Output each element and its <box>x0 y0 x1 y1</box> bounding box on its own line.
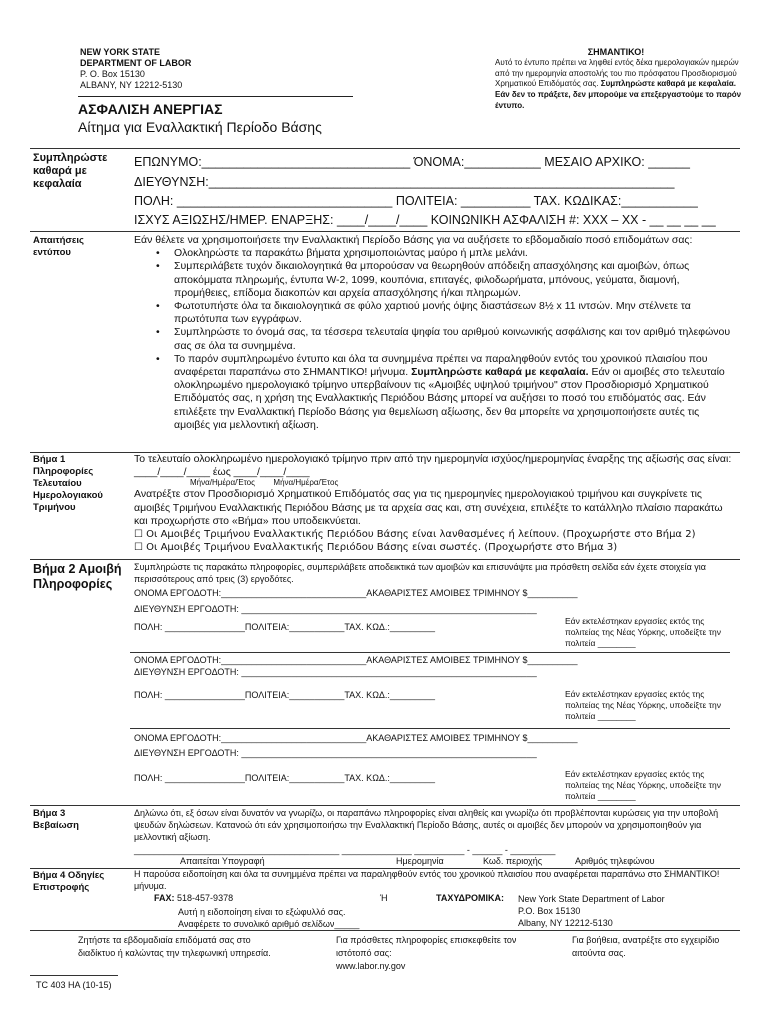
employer2-name-line[interactable]: ΟΝΟΜΑ ΕΡΓΟΔΟΤΗ:_____________________________ΑΚΑΘΑΡΙΣΤΕΣ ΑΜΟΙΒΕΣ ΤΡΙΜΗΝΟΥ $__________ <box>134 655 578 665</box>
footer-website-link[interactable]: www.labor.ny.gov <box>336 961 406 971</box>
agency-city: ALBANY, NY 12212-5130 <box>80 80 183 90</box>
date-hint-to: Μήνα/Ημέρα/Έτος <box>273 478 339 488</box>
step2-label: Βήμα 2 Αμοιβή Πληροφορίες <box>33 562 122 591</box>
employer2-out-of-state-note[interactable]: Εάν εκτελέστηκαν εργασίες εκτός της πολιτείας της Νέας Υόρκης, υποδείξτε την πολιτεία ________ <box>565 689 721 721</box>
section-divider <box>30 148 740 149</box>
step1-instructions: Ανατρέξτε στον Προσδιορισμό Χρηματικού Επιδόματός σας για τις ημερομηνίες ημερολογιακού τριμήνου και συγκρίνετε τις αμοιβές Τριμήνου Εναλλακτικής Περιόδου Βάσης με τα αρχεία σας και, στη συνέχεια, επιλέξτε το κατάλληλο πλαίσιο παρακάτω και προχωρήστε στο «Βήμα» που υποδεικνύεται. <box>134 488 723 527</box>
list-item: • Ολοκληρώστε τα παρακάτω βήματα χρησιμοποιώντας μαύρο ή μπλε μελάνι. <box>174 247 734 260</box>
fax-notes <box>178 906 359 930</box>
date-label: Ημερομηνία <box>396 856 444 866</box>
area-code-label: Κωδ. περιοχής <box>483 856 543 866</box>
employer-divider <box>130 652 730 653</box>
step2-intro: Συμπληρώστε τις παρακάτω πληροφορίες, συμπεριλάβετε αποδεικτικά των αμοιβών και επισυνάψτε μια πρόσθετη σελίδα εάν έχετε στοιχεία για περισσότερους από τρεις (3) εργοδότες. <box>134 562 706 584</box>
employer2-city-line[interactable]: ΠΟΛΗ: ________________ΠΟΛΙΤΕΙΑ:___________ΤΑΧ. ΚΩΔ.:_________ <box>134 690 435 700</box>
employer-divider <box>130 728 730 729</box>
mail-address <box>518 893 665 929</box>
important-bold-text: Συμπληρώστε καθαρά με κεφαλαία. Εάν δεν το πράξετε, δεν μπορούμε να επεξεργαστούμε το παρόν έντυπο. <box>495 79 742 110</box>
city-line[interactable]: ΠΟΛΗ: _______________________________ ΠΟΛΙΤΕΙΑ: __________ ΤΑΧ. ΚΩΔΙΚΑΣ:___________ <box>134 194 698 208</box>
phone-label: Αριθμός τηλεφώνου <box>575 856 655 866</box>
agency-name: NEW YORK STATE <box>80 47 161 57</box>
or-label: Ή <box>380 893 388 903</box>
employer1-city-line[interactable]: ΠΟΛΗ: ________________ΠΟΛΙΤΕΙΑ:___________ΤΑΧ. ΚΩΔ.:_________ <box>134 622 435 632</box>
fill-in-label: Συμπληρώστε καθαρά με κεφαλαία <box>33 152 108 190</box>
fax-label: FAX: <box>154 893 175 903</box>
step4-label: Βήμα 4 Οδηγίες Επιστροφής <box>33 870 105 893</box>
employer1-out-of-state-note[interactable]: Εάν εκτελέστηκαν εργασίες εκτός της πολιτείας της Νέας Υόρκης, υποδείξτε την πολιτεία ________ <box>565 616 721 648</box>
list-item: • Συμπεριλάβετε τυχόν δικαιολογητικά θα μπορούσαν να θεωρηθούν απόδειξη απασχόλησης και αμοιβών, όπως αποκόμματα πληρωμής, έντυπα W-2, 1099, κουπόνια, επιταγές, φιλοδωρήματα, μπόνους, γεύματα, διαμονή, προμήθειες, επίδομα διακοπών και αρχεία απασχόλησης ή/και πληρωμών. <box>174 260 734 300</box>
step1-label: Βήμα 1 Πληροφορίες Τελευταίου Ημερολογιακού Τριμήνου <box>33 454 103 513</box>
important-text: Αυτό το έντυπο πρέπει να ληφθεί εντός δέκα ημερολογιακών ημερών από την ημερομηνία αποστολής του πιο πρόσφατου Προσδιορισμού Χρηματικού Επιδόματός σας. <box>495 57 739 89</box>
list-item: • Συμπληρώστε το όνομά σας, τα τέσσερα τελευταία ψηφία του αριθμού κοινωνικής ασφάλισης και τον αριθμό τηλεφώνου σας σε όλα τα συνημμένα. <box>174 326 734 352</box>
employer1-name-line[interactable]: ΟΝΟΜΑ ΕΡΓΟΔΟΤΗ:_____________________________ΑΚΑΘΑΡΙΣΤΕΣ ΑΜΟΙΒΕΣ ΤΡΙΜΗΝΟΥ $__________ <box>134 588 578 598</box>
requirements-body <box>134 234 734 432</box>
agency-po-box: P. O. Box 15130 <box>80 69 145 79</box>
footer-website-text: Για πρόσθετες πληροφορίες επισκεφθείτε τον ιστότοπό σας: <box>336 935 517 958</box>
option-wages-incorrect-checkbox[interactable]: ☐ Οι Αμοιβές Τριμήνου Εναλλακτικής Περιόδου Βάσης είναι λανθασμένες ή λείπουν. (Προχωρήστε στο Βήμα 2) <box>134 529 696 541</box>
section-divider <box>30 805 740 806</box>
footer-website-info <box>336 934 526 973</box>
fax-info <box>154 893 233 903</box>
step4-text: Η παρούσα ειδοποίηση και όλα τα συνημμένα πρέπει να παραληφθούν εντός του χρονικού πλαισίου που αναφέρεται παραπάνω στο ΣΗΜΑΝΤΙΚΟ! μήνυμα. <box>134 869 720 891</box>
date-hints <box>134 478 734 488</box>
address-line[interactable]: ΔΙΕΥΘΥΝΣΗ:___________________________________________________________________ <box>134 175 675 189</box>
date-hint-from: Μήνα/Ημέρα/Έτος <box>190 478 255 488</box>
step1-body <box>134 453 734 554</box>
important-heading: ΣΗΜΑΝΤΙΚΟ! <box>587 47 645 57</box>
form-subtitle: Αίτημα για Εναλλακτική Περίοδο Βάσης <box>78 119 322 135</box>
employer3-name-line[interactable]: ΟΝΟΜΑ ΕΡΓΟΔΟΤΗ:_____________________________ΑΚΑΘΑΡΙΣΤΕΣ ΑΜΟΙΒΕΣ ΤΡΙΜΗΝΟΥ $__________ <box>134 733 578 743</box>
form-title: ΑΣΦΑΛΙΣΗ ΑΝΕΡΓΙΑΣ <box>78 101 223 117</box>
important-notice <box>495 47 745 112</box>
header-divider <box>78 96 353 97</box>
mail-label: ΤΑΧΥΔΡΟΜΙΚΑ: <box>436 893 504 903</box>
requirements-list <box>134 247 734 432</box>
requirements-label: Απαιτήσεις εντύπου <box>33 235 84 258</box>
name-line[interactable]: ΕΠΩΝΥΜΟ:______________________________ ΌΝΟΜΑ:___________ ΜΕΣΑΙΟ ΑΡΧΙΚΟ: ______ <box>134 155 690 169</box>
footer-claim-info: Ζητήστε τα εβδομαδιαία επιδόματά σας στο διαδίκτυο ή καλώντας την τηλεφωνική υπηρεσία. <box>78 935 271 958</box>
list-item-bold: Συμπληρώστε καθαρά με κεφαλαία. <box>411 366 589 379</box>
option-wages-correct-checkbox[interactable]: ☐ Οι Αμοιβές Τριμήνου Εναλλακτικής Περιόδου Βάσης είναι σωστές. (Προχωρήστε στο Βήμα 3) <box>134 542 618 554</box>
form-id: TC 403 HA (10-15) <box>36 980 112 990</box>
employer3-address-line[interactable]: ΔΙΕΥΘΥΝΣΗ ΕΡΓΟΔΟΤΗ: ___________________________________________________________ <box>134 748 537 758</box>
list-item <box>174 353 734 432</box>
employer2-address-line[interactable]: ΔΙΕΥΘΥΝΣΗ ΕΡΓΟΔΟΤΗ: ___________________________________________________________ <box>134 667 537 677</box>
footer-divider <box>30 930 740 931</box>
requirements-intro: Εάν θέλετε να χρησιμοποιήσετε την Εναλλακτική Περίοδο Βάσης για να αυξήσετε το εβδομαδιαίο ποσό επιδομάτων σας: <box>134 234 693 246</box>
agency-address <box>80 47 191 91</box>
fax-number: 518-457-9378 <box>177 893 234 903</box>
mail-line2: P.O. Box 15130 <box>518 906 581 916</box>
step3-label: Βήμα 3 Βεβαίωση <box>33 808 79 831</box>
employer3-out-of-state-note[interactable]: Εάν εκτελέστηκαν εργασίες εκτός της πολιτείας της Νέας Υόρκης, υποδείξτε την πολιτεία ________ <box>565 769 721 801</box>
claim-date-ssn-line[interactable]: ΙΣΧΥΣ ΑΞΙΩΣΗΣ/ΗΜΕΡ. ΕΝΑΡΞΗΣ: ____/____/____ ΚΟΙΝΩΝΙΚΗ ΑΣΦΑΛΙΣΗ #: XXX – XX - __ __ __ __ <box>134 213 716 227</box>
list-item-text: Εάν οι αμοιβές στο τελευταίο ολοκληρωμένο ημερολογιακό τρίμηνο υπερβαίνουν τις «Αμοιβές υψηλού τριμήνου" στον Προσδιορισμό Χρηματικού Επιδόματός σας, η χρήση της Εναλλακτικής Περιόδου Βάσης μπορεί να αυξήσει το ποσό του επιδόματός σας. Εάν επιλέξετε την Εναλλακτική Περίοδο Βάσης για θεμελίωση αξίωσης, δεν θα μπορείτε να χρησιμοποιήσετε αυτές τις αμοιβές για μελλοντική αξίωση. <box>174 366 725 431</box>
form-id-divider <box>30 975 118 976</box>
step1-quarter-text[interactable]: Το τελευταίο ολοκληρωμένο ημερολογιακό τρίμηνο πριν από την ημερομηνία ισχύος/ημερομηνίας έναρξης της αξίωσής σας είναι: ____/____/____ έως ____/____/____ <box>134 453 732 479</box>
signature-line[interactable]: _________________________________________ ______________ __________ - ______ - _________ <box>134 845 556 855</box>
agency-department: DEPARTMENT OF LABOR <box>80 58 192 68</box>
employer3-city-line[interactable]: ΠΟΛΗ: ________________ΠΟΛΙΤΕΙΑ:___________ΤΑΧ. ΚΩΔ.:_________ <box>134 773 435 783</box>
employer1-address-line[interactable]: ΔΙΕΥΘΥΝΣΗ ΕΡΓΟΔΟΤΗ: ___________________________________________________________ <box>134 604 537 614</box>
footer-help-info: Για βοήθεια, ανατρέξτε στο εγχειρίδιο αιτούντα σας. <box>572 935 720 958</box>
list-item-text: Το παρόν συμπληρωμένο έντυπο και όλα τα συνημμένα πρέπει να παραληφθούν εντός του χρονικού πλαισίου που αναφέρεται παραπάνω στο ΣΗΜΑΝΤΙΚΟ! μήνυμα. <box>174 352 708 379</box>
mail-line3: Albany, NY 12212-5130 <box>518 918 613 928</box>
fax-note-cover: Αυτή η ειδοποίηση είναι το εξώφυλλό σας. <box>178 907 346 917</box>
fax-note-pages[interactable]: Αναφέρετε το συνολικό αριθμό σελίδων_____ <box>178 919 360 929</box>
signature-label: Απαιτείται Υπογραφή <box>180 856 265 866</box>
section-divider <box>30 559 740 560</box>
mail-line1: New York State Department of Labor <box>518 894 665 904</box>
step3-declaration: Δηλώνω ότι, εξ όσων είναι δυνατόν να γνωρίζω, οι παραπάνω πληροφορίες είναι αληθείς και γνωρίζω ότι προβλέπονται κυρώσεις για την υποβολή ψευδών δηλώσεων. Κατανοώ ότι εάν χρησιμοποιήσω την Εναλλακτική Περίοδο Βάσης, αυτές οι αμοιβές δεν μπορούν να χρησιμοποιηθούν για μελλοντική αξίωση. <box>134 808 719 842</box>
list-item: • Φωτοτυπήστε όλα τα δικαιολογητικά σε φύλο χαρτιού μονής όψης διαστάσεων 8½ x 11 ιντσών. Μην στέλνετε τα πρωτότυπα των εγγράφων. <box>174 300 734 326</box>
section-divider <box>30 231 740 232</box>
